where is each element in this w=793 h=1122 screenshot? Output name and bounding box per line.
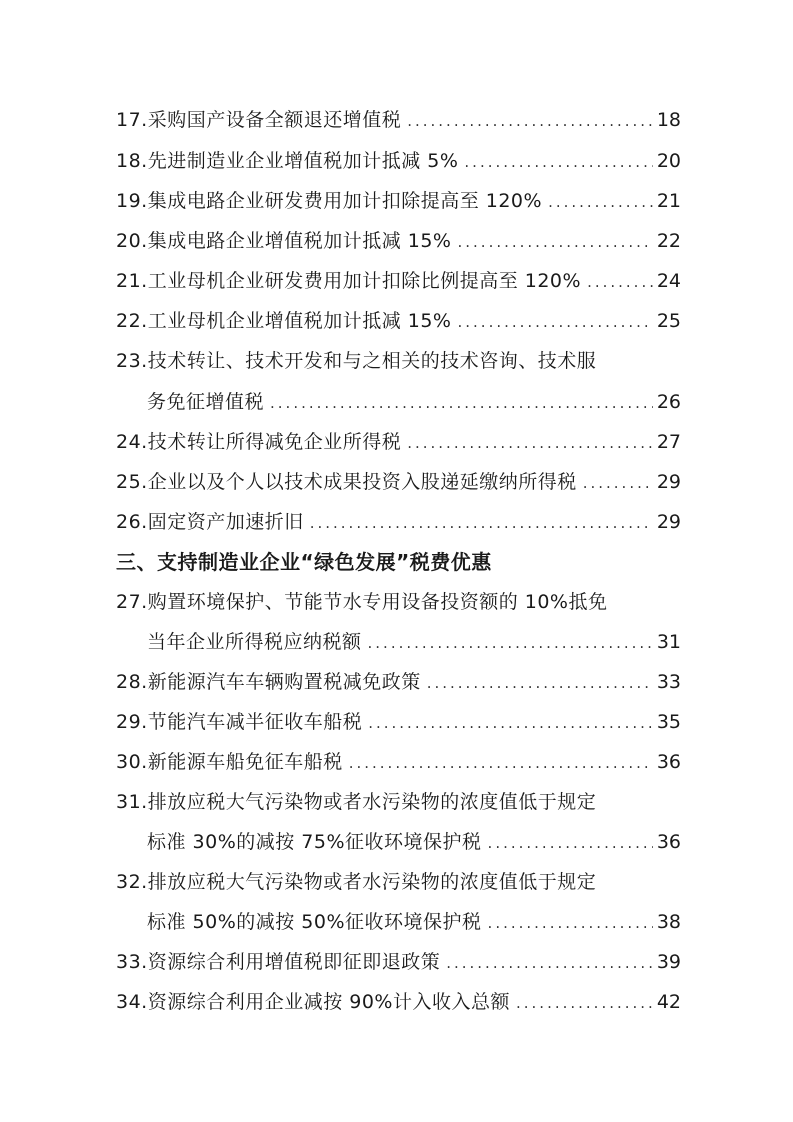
toc-page-number: 36	[656, 831, 681, 853]
toc-entry-continuation[interactable]	[147, 907, 681, 937]
toc-entry[interactable]	[116, 667, 681, 697]
toc-entry-title: 33.资源综合利用增值税即征即退政策	[116, 951, 441, 973]
toc-entry-title: 18.先进制造业企业增值税加计抵减 5%	[116, 150, 459, 172]
dot-leader	[368, 708, 653, 738]
toc-page-number: 35	[656, 711, 681, 733]
toc-entry-title-cont: 务免征增值税	[147, 391, 265, 413]
toc-page-number: 26	[656, 391, 681, 413]
dot-leader	[464, 147, 652, 177]
toc-page-number: 29	[656, 471, 681, 493]
toc-entry[interactable]	[116, 507, 681, 537]
toc-entry[interactable]	[116, 947, 681, 977]
toc-entry-title-cont: 标准 50%的减按 50%征收环境保护税	[147, 911, 482, 933]
dot-leader	[427, 668, 653, 698]
toc-entry-title: 32.排放应税大气污染物或者水污染物的浓度值低于规定	[116, 871, 597, 893]
toc-entry[interactable]	[116, 587, 681, 617]
toc-page-number: 18	[656, 109, 681, 131]
toc-entry[interactable]	[116, 226, 681, 256]
toc-entry-title: 22.工业母机企业增值税加计抵减 15%	[116, 310, 452, 332]
dot-leader	[310, 508, 653, 538]
dot-leader	[270, 388, 653, 418]
toc-entry-title: 28.新能源汽车车辆购置税减免政策	[116, 671, 421, 693]
toc-entry-title: 21.工业母机企业研发费用加计扣除比例提高至 120%	[116, 270, 582, 292]
toc-entry-title: 31.排放应税大气污染物或者水污染物的浓度值低于规定	[116, 791, 597, 813]
toc-entry-title: 24.技术转让所得减免企业所得税	[116, 431, 402, 453]
toc-page-number: 21	[656, 190, 681, 212]
toc-entry-title-cont: 标准 30%的减按 75%征收环境保护税	[147, 831, 482, 853]
toc-entry-title: 17.采购国产设备全额退还增值税	[116, 109, 402, 131]
toc-entry-continuation[interactable]	[147, 387, 681, 417]
toc-entry[interactable]	[116, 266, 681, 296]
toc-entry-title: 20.集成电路企业增值税加计抵减 15%	[116, 230, 452, 252]
toc-entry-title: 30.新能源车船免征车船税	[116, 751, 343, 773]
dot-leader	[583, 468, 653, 498]
dot-leader	[407, 106, 653, 136]
toc-entry-title: 23.技术转让、技术开发和与之相关的技术咨询、技术服	[116, 350, 597, 372]
toc-entry[interactable]	[116, 146, 681, 176]
toc-page-number: 29	[656, 511, 681, 533]
toc-page-number: 20	[656, 150, 681, 172]
toc-entry-title-cont: 当年企业所得税应纳税额	[147, 631, 362, 653]
toc-entry-title: 26.固定资产加速折旧	[116, 511, 304, 533]
toc-page-number: 27	[656, 431, 681, 453]
dot-leader	[516, 988, 653, 1018]
toc-entry-continuation[interactable]	[147, 827, 681, 857]
toc-entry[interactable]	[116, 747, 681, 777]
toc-entry-continuation[interactable]	[147, 627, 681, 657]
toc-entry[interactable]	[116, 867, 681, 897]
toc-entry[interactable]	[116, 467, 681, 497]
toc-entry[interactable]	[116, 707, 681, 737]
dot-leader	[458, 307, 653, 337]
toc-page-number: 22	[656, 230, 681, 252]
toc-page-number: 24	[656, 270, 681, 292]
toc-page-number: 38	[656, 911, 681, 933]
toc-entry[interactable]	[116, 105, 681, 135]
dot-leader	[488, 908, 653, 938]
toc-entry[interactable]	[116, 787, 681, 817]
toc-entry[interactable]	[116, 987, 681, 1017]
toc-entry-title: 29.节能汽车减半征收车船税	[116, 711, 363, 733]
dot-leader	[349, 748, 653, 778]
dot-leader	[368, 628, 653, 658]
toc-entry-title: 27.购置环境保护、节能节水专用设备投资额的 10%抵免	[116, 591, 608, 613]
toc-entry-title: 25.企业以及个人以技术成果投资入股递延缴纳所得税	[116, 471, 577, 493]
toc-entry-title: 19.集成电路企业研发费用加计扣除提高至 120%	[116, 190, 543, 212]
section-heading: 三、支持制造业企业“绿色发展”税费优惠	[116, 550, 492, 574]
toc-entry[interactable]	[116, 427, 681, 457]
toc-entry[interactable]	[116, 346, 681, 376]
toc-page-number: 33	[656, 671, 681, 693]
dot-leader	[548, 187, 653, 217]
toc-entry[interactable]	[116, 186, 681, 216]
dot-leader	[488, 828, 653, 858]
toc-page-number: 25	[656, 310, 681, 332]
dot-leader	[458, 227, 653, 257]
dot-leader	[407, 428, 653, 458]
dot-leader	[446, 948, 653, 978]
toc-entry[interactable]	[116, 306, 681, 336]
toc-page-number: 39	[656, 951, 681, 973]
dot-leader	[587, 267, 653, 297]
toc-page-number: 31	[656, 631, 681, 653]
toc-entry-title: 34.资源综合利用企业减按 90%计入收入总额	[116, 991, 510, 1013]
toc-page-number: 42	[656, 991, 681, 1013]
toc-page-number: 36	[656, 751, 681, 773]
